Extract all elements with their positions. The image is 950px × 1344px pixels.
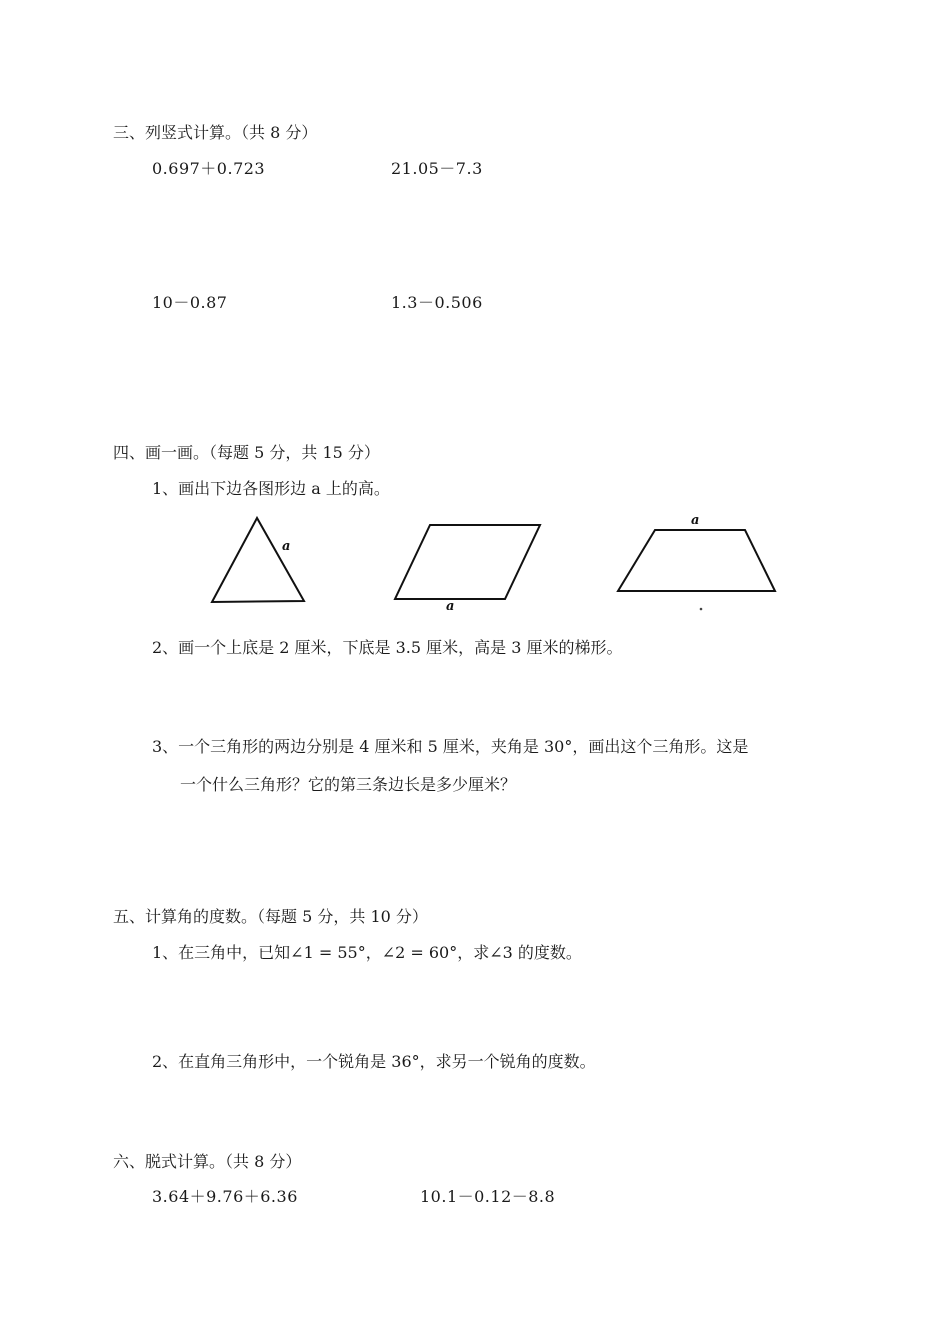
trapezoid-side-label: a	[691, 513, 700, 528]
section5-q2: 2、在直角三角形中，一个锐角是 36°，求另一个锐角的度数。	[152, 1052, 596, 1071]
problem-2: 21.05－7.3	[391, 159, 483, 178]
problem-1: 0.697＋0.723	[152, 159, 266, 178]
parallelogram-shape	[395, 525, 540, 599]
section4-q1: 1、画出下边各图形边 a 上的高。	[152, 479, 390, 498]
section5-title: 五、计算角的度数。（每题 5 分，共 10 分）	[113, 907, 428, 926]
section4-q2: 2、画一个上底是 2 厘米，下底是 3.5 厘米，高是 3 厘米的梯形。	[152, 638, 623, 657]
problem-3: 10－0.87	[152, 293, 228, 312]
section4-title: 四、画一画。（每题 5 分，共 15 分）	[113, 443, 380, 462]
trapezoid-shape	[618, 530, 775, 591]
triangle-figure	[200, 510, 320, 610]
stray-dot	[700, 608, 703, 611]
calc-problem-2: 10.1－0.12－8.8	[420, 1187, 556, 1206]
triangle-shape	[212, 518, 304, 602]
section5-q1: 1、在三角中，已知∠1 = 55°，∠2 = 60°，求∠3 的度数。	[152, 943, 582, 962]
calc-problem-1: 3.64＋9.76＋6.36	[152, 1187, 298, 1206]
section3-title: 三、列竖式计算。（共 8 分）	[113, 123, 318, 142]
section6-title: 六、脱式计算。（共 8 分）	[113, 1152, 302, 1171]
triangle-side-label: a	[282, 539, 291, 554]
parallelogram-side-label: a	[446, 599, 455, 614]
section4-q3-line1: 3、一个三角形的两边分别是 4 厘米和 5 厘米，夹角是 30°，画出这个三角形。这是	[152, 737, 749, 756]
trapezoid-figure	[610, 505, 785, 615]
parallelogram-figure	[385, 515, 550, 615]
problem-4: 1.3－0.506	[391, 293, 483, 312]
section4-q3-line2: 一个什么三角形？它的第三条边长是多少厘米？	[180, 775, 517, 794]
